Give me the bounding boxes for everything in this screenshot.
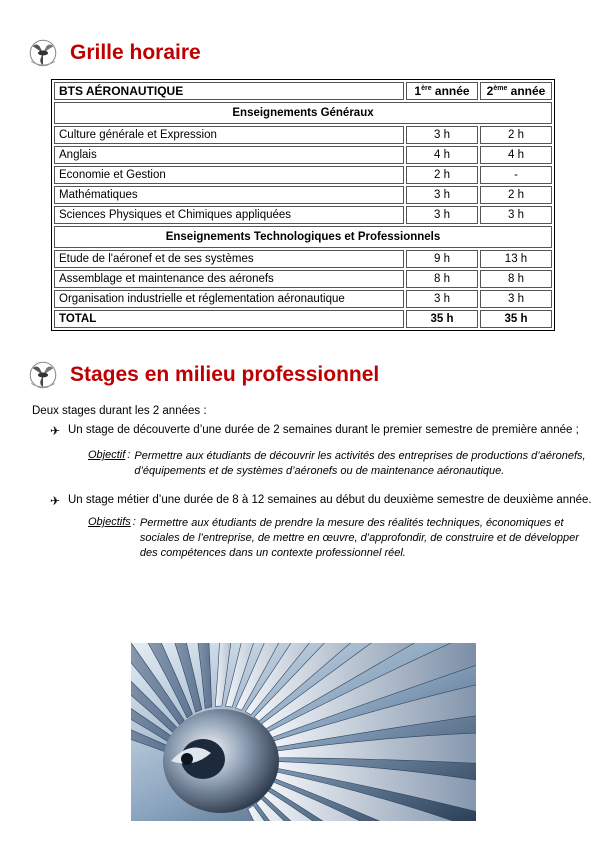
subject-cell: Culture générale et Expression	[54, 126, 404, 144]
subject-cell: Economie et Gestion	[54, 166, 404, 184]
table-row	[54, 166, 552, 184]
table-row	[54, 206, 552, 224]
header-label: BTS AÉRONAUTIQUE	[54, 82, 404, 100]
table-row	[54, 186, 552, 204]
header-year1: 1ère année	[406, 82, 478, 100]
total-label: TOTAL	[54, 310, 404, 328]
hours-year1: 8 h	[406, 270, 478, 288]
airplane-icon: ✈	[50, 424, 61, 438]
hours-year1: 2 h	[406, 166, 478, 184]
turbine-fan-image	[131, 643, 476, 821]
hours-year1: 4 h	[406, 146, 478, 164]
hours-year2: 8 h	[480, 270, 552, 288]
hours-year2: -	[480, 166, 552, 184]
subject-cell: Organisation industrielle et réglementation aéronautique	[54, 290, 404, 308]
subject-cell: Etude de l'aéronef et de ses systèmes	[54, 250, 404, 268]
hours-year1: 3 h	[406, 186, 478, 204]
objective-block: Objectifs : Permettre aux étudiants de prendre la mesure des réalités techniques, économiques et sociales de l’entreprise, de mettre en œuvre, d’approfondir, de construire et de développer des compétences dans un contexte professionnel réel.	[88, 516, 588, 561]
objective-block: Objectif : Permettre aux étudiants de découvrir les activités des entreprises de productions d’aéronefs, d’équipements et de systèmes d’aéronefs ou de maintenance aéronautique.	[88, 449, 588, 479]
table-row	[54, 126, 552, 144]
hours-year1: 3 h	[406, 206, 478, 224]
objective-text: Permettre aux étudiants de prendre la mesure des réalités techniques, économiques et sociales de l’entreprise, de mettre en œuvre, d’approfondir, de construire et de développer des compétences dans un contexte professionnel réel.	[139, 517, 579, 559]
hours-year2: 2 h	[480, 126, 552, 144]
subject-cell: Mathématiques	[54, 186, 404, 204]
stage-text: Un stage de découverte d’une durée de 2 semaines durant le premier semestre de première année ;	[68, 424, 579, 436]
table-row	[54, 290, 552, 308]
group-row	[54, 102, 552, 124]
hours-year1: 3 h	[406, 290, 478, 308]
hours-year2: 4 h	[480, 146, 552, 164]
section-heading-grille	[26, 36, 201, 70]
subject-cell: Anglais	[54, 146, 404, 164]
total-year2: 35 h	[480, 310, 552, 328]
hours-year1: 3 h	[406, 126, 478, 144]
hours-year2: 3 h	[480, 206, 552, 224]
objective-text: Permettre aux étudiants de découvrir les activités des entreprises de productions d’aéronefs, d’équipements et de systèmes d’aéronefs ou de maintenance aéronautique.	[134, 450, 586, 477]
table-row	[54, 146, 552, 164]
section-heading-stages	[26, 358, 379, 392]
list-item	[50, 494, 592, 508]
section-title: Stages en milieu professionnel	[70, 363, 380, 386]
schedule-table	[51, 79, 555, 331]
table-header-row	[54, 82, 552, 100]
list-item	[50, 424, 579, 438]
subject-cell: Assemblage et maintenance des aéronefs	[54, 270, 404, 288]
header-year2: 2ème année	[480, 82, 552, 100]
total-year1: 35 h	[406, 310, 478, 328]
group-title: Enseignements Technologiques et Professionnels	[54, 226, 552, 248]
total-row	[54, 310, 552, 328]
airplane-icon: ✈	[50, 494, 61, 508]
group-row	[54, 226, 552, 248]
propeller-icon	[26, 358, 60, 392]
stages-intro: Deux stages durant les 2 années :	[32, 405, 207, 417]
hours-year2: 13 h	[480, 250, 552, 268]
table-row	[54, 250, 552, 268]
objective-label: Objectifs	[88, 516, 131, 528]
table-row	[54, 270, 552, 288]
group-title: Enseignements Généraux	[54, 102, 552, 124]
hours-year2: 3 h	[480, 290, 552, 308]
section-title: Grille horaire	[70, 41, 201, 64]
stage-text: Un stage métier d’une durée de 8 à 12 semaines au début du deuxième semestre de deuxième année.	[68, 494, 592, 506]
propeller-icon	[26, 36, 60, 70]
hours-year1: 9 h	[406, 250, 478, 268]
subject-cell: Sciences Physiques et Chimiques appliquées	[54, 206, 404, 224]
hours-year2: 2 h	[480, 186, 552, 204]
objective-label: Objectif	[88, 449, 126, 461]
